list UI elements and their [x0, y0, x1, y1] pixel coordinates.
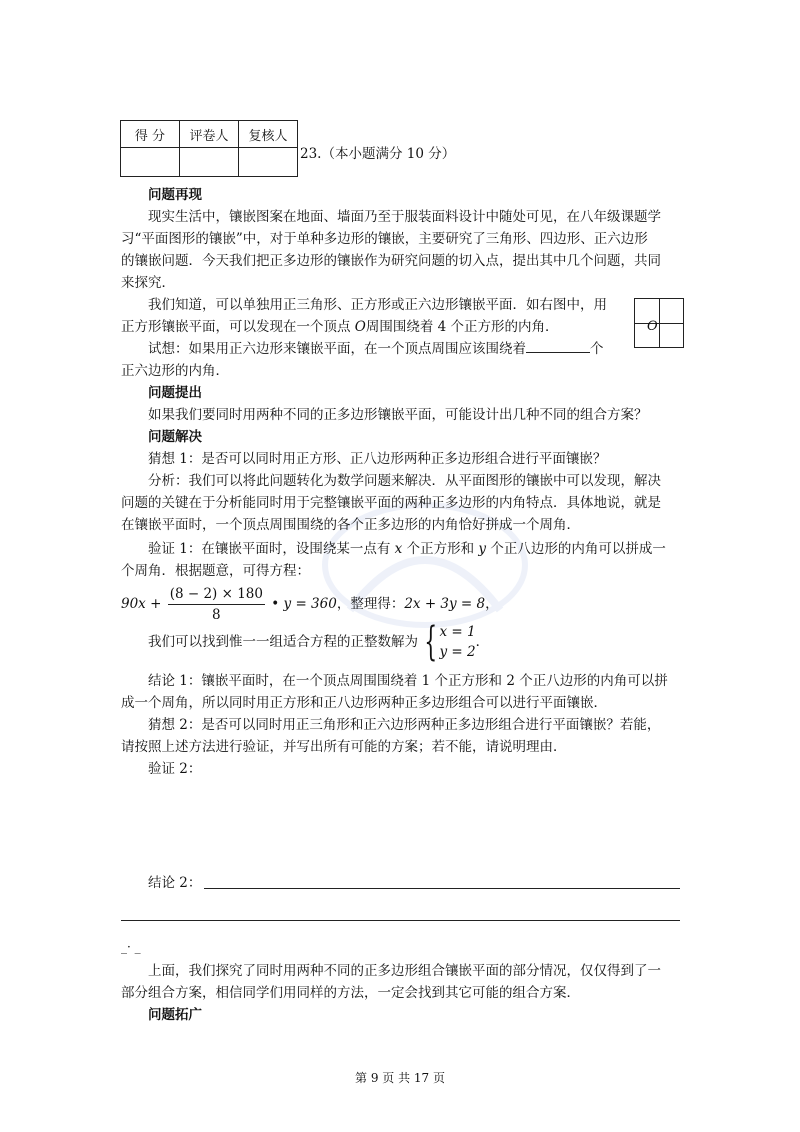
verify2-label: 验证 2：: [148, 761, 202, 777]
answer-line[interactable]: [121, 920, 680, 921]
text-line: 猜想 2：是否可以同时用正三角形和正六边形两种正多边形组合进行平面镶嵌？若能，: [148, 717, 661, 733]
text-line: 请按照上述方法进行验证，并写出所有可能的方案；若不能，请说明理由．: [121, 739, 567, 755]
score-table: [120, 120, 298, 177]
square-grid-figure: [634, 298, 684, 348]
heading-problem-extension: 问题拓广: [148, 1007, 202, 1023]
text-line: 结论 1：镶嵌平面时，在一个顶点周围围绕着 1 个正方形和 2 个正八边形的内角可以拼: [148, 673, 668, 689]
text-line: 如果我们要同时用两种不同的正多边形镶嵌平面，可能设计出几种不同的组合方案？: [148, 407, 648, 423]
equation: 90x + $\frac{(8 - 2) \times 180}{8}$ • y = 360，整理得：2x + 3y = 8，: [121, 586, 499, 623]
text-line: 正六边形的内角．: [121, 363, 229, 379]
question-title: 23.（本小题满分 10 分）: [300, 146, 456, 162]
heading-problem-solving: 问题解决: [148, 429, 202, 445]
text-line: 习“平面图形的镶嵌”中，对于单种多边形的镶嵌，主要研究了三角形、四边形、正六边形: [121, 231, 648, 247]
solution-line: 我们可以找到惟一一组适合方程的正整数解为 { x = 1 y = 2 ．: [148, 619, 490, 665]
answer-blank[interactable]: [526, 338, 590, 353]
stray-mark: _· _: [121, 940, 141, 954]
score-header-grader: 评卷人: [180, 121, 239, 148]
text-line: 我们知道，可以单独用正三角形、正方形或正六边形镶嵌平面．如右图中，用: [148, 297, 607, 313]
text-line: 现实生活中，镶嵌图案在地面、墙面乃至于服装面料设计中随处可见，在八年级课题学: [148, 209, 661, 225]
text-line: 个周角．根据题意，可得方程：: [121, 563, 310, 579]
vertex-variable: O: [354, 319, 366, 335]
text-line: 试想：如果用正六边形来镶嵌平面，在一个顶点周围应该围绕着 个: [121, 338, 631, 360]
text-line: 验证 1：在镶嵌平面时，设围绕某一点有 x 个正方形和 y 个正八边形的内角可以拼成一: [148, 541, 666, 557]
answer-line[interactable]: [204, 888, 680, 889]
page-footer: 第 9 页 共 17 页: [355, 1071, 445, 1085]
text-line: 正方形镶嵌平面，可以发现在一个顶点 O周围围绕着 4 个正方形的内角．: [121, 319, 559, 335]
vertex-label: O: [647, 319, 658, 334]
solution-system: x = 1 y = 2: [439, 624, 476, 660]
heading-problem-posed: 问题提出: [148, 385, 202, 401]
score-header-score: 得 分: [121, 121, 180, 148]
score-cell-grader[interactable]: [180, 148, 239, 177]
text-line: 来探究．: [121, 275, 175, 291]
text-line: 部分组合方案，相信同学们用同样的方法，一定会找到其它可能的组合方案．: [121, 985, 580, 1001]
text-line: 成一个周角，所以同时用正方形和正八边形两种正多边形组合可以进行平面镶嵌．: [121, 695, 607, 711]
text-line: 猜想 1：是否可以同时用正方形、正八边形两种正多边形组合进行平面镶嵌？: [148, 451, 607, 467]
score-cell-reviewer[interactable]: [239, 148, 298, 177]
text-line: 的镶嵌问题．今天我们把正多边形的镶嵌作为研究问题的切入点，提出其中几个问题，共同: [121, 253, 661, 269]
text-line: 在镶嵌平面时，一个顶点周围围绕的各个正多边形的内角恰好拼成一个周角．: [121, 517, 580, 533]
score-header-reviewer: 复核人: [239, 121, 298, 148]
conclusion2-label: 结论 2：: [148, 875, 202, 891]
text-line: 上面，我们探究了同时用两种不同的正多边形组合镶嵌平面的部分情况，仅仅得到了一: [148, 963, 661, 979]
equation-fraction: $\frac{(8 - 2) \times 180}{8}$: [169, 586, 263, 623]
score-cell-score[interactable]: [121, 148, 180, 177]
heading-problem-recurrence: 问题再现: [148, 187, 202, 203]
text-line: 问题的关键在于分析能同时用于完整镶嵌平面的两种正多边形的内角特点．具体地说，就是: [121, 495, 661, 511]
text-line: 分析：我们可以将此问题转化为数学问题来解决．从平面图形的镶嵌中可以发现，解决: [148, 473, 661, 489]
